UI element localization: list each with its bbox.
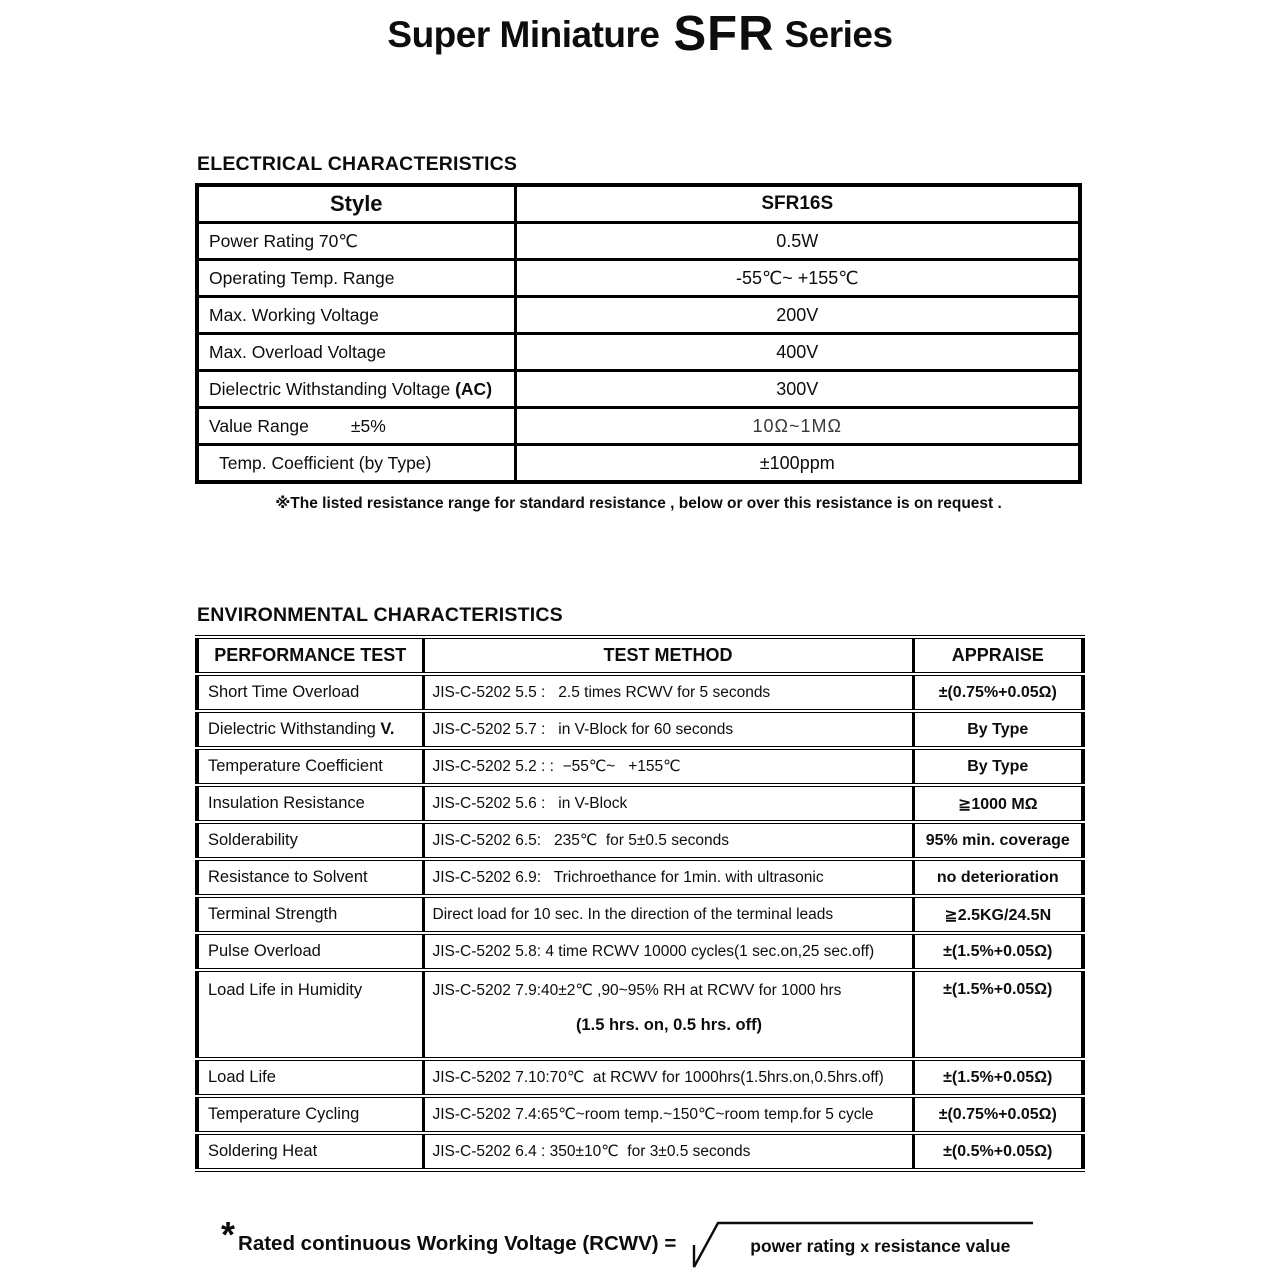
appraise-value: ≧2.5KG/24.5N: [913, 896, 1083, 933]
appraise-value: By Type: [913, 711, 1083, 748]
table-row: [197, 933, 1083, 970]
test-name: Insulation Resistance: [197, 785, 423, 822]
table-row: [197, 748, 1083, 785]
test-method: JIS-C-5202 6.9: Trichroethance for 1min. with ultrasonic: [423, 859, 913, 896]
resistance-range-footnote: ※The listed resistance range for standard resistance , below or over this resistance is on request .: [275, 495, 1002, 512]
appraise-value: ±(0.75%+0.05Ω): [913, 1096, 1083, 1133]
page-title: [0, 6, 1280, 62]
test-method: JIS-C-5202 7.4:65℃~room temp.~150℃~room temp.for 5 cycle: [423, 1096, 913, 1133]
table-row: [197, 1096, 1083, 1133]
asterisk-mark: *: [221, 1214, 236, 1255]
appraise-value: By Type: [913, 748, 1083, 785]
square-root-expression: [684, 1219, 1036, 1273]
appraise-value: ±(1.5%+0.05Ω): [913, 933, 1083, 970]
formula-lhs: Rated continuous Working Voltage (RCWV) =: [238, 1232, 677, 1255]
test-name: Load Life: [197, 1059, 423, 1096]
table-row: [197, 371, 1080, 408]
tolerance-value: ±5%: [350, 415, 386, 436]
row-value: 0.5W: [515, 223, 1080, 260]
table-row: [197, 674, 1083, 711]
test-method: JIS-C-5202 7.10:70℃ at RCWV for 1000hrs(1.5hrs.on,0.5hrs.off): [423, 1059, 913, 1096]
test-name: Temperature Coefficient: [197, 748, 423, 785]
test-name: Load Life in Humidity: [197, 970, 423, 1059]
table-row: [197, 334, 1080, 371]
test-method: JIS-C-5202 5.8: 4 time RCWV 10000 cycles(1 sec.on,25 sec.off): [423, 933, 913, 970]
test-name: Temperature Cycling: [197, 1096, 423, 1133]
row-label: Value Range ±5%: [197, 408, 515, 445]
test-name: Solderability: [197, 822, 423, 859]
test-name: Short Time Overload: [197, 674, 423, 711]
row-value: 200V: [515, 297, 1080, 334]
appraise-value: 95% min. coverage: [913, 822, 1083, 859]
appraise-value: ±(0.5%+0.05Ω): [913, 1133, 1083, 1170]
style-header-cell: Style: [197, 185, 515, 223]
test-method-header-cell: TEST METHOD: [423, 637, 913, 674]
row-label: Operating Temp. Range: [197, 260, 515, 297]
table-row: [197, 896, 1083, 933]
test-name: Pulse Overload: [197, 933, 423, 970]
table-row: [197, 260, 1080, 297]
table-row: [197, 859, 1083, 896]
multiplication-sign: x: [860, 1239, 870, 1256]
appraise-value: ±(1.5%+0.05Ω): [913, 970, 1083, 1059]
title-prefix: Super Miniature: [387, 14, 660, 55]
row-value: -55℃~ +155℃: [515, 260, 1080, 297]
appraise-value: ≧1000 MΩ: [913, 785, 1083, 822]
test-method: Direct load for 10 sec. In the direction of the terminal leads: [423, 896, 913, 933]
table-row: [197, 785, 1083, 822]
appraise-value: no deterioration: [913, 859, 1083, 896]
environmental-characteristics-heading: ENVIRONMENTAL CHARACTERISTICS: [197, 604, 563, 626]
row-label: Max. Working Voltage: [197, 297, 515, 334]
test-name: Resistance to Solvent: [197, 859, 423, 896]
test-name: Terminal Strength: [197, 896, 423, 933]
row-value: 10Ω~1MΩ: [515, 408, 1080, 445]
table-row: [197, 223, 1080, 260]
test-method: JIS-C-5202 5.5 : 2.5 times RCWV for 5 seconds: [423, 674, 913, 711]
table-row: [197, 822, 1083, 859]
electrical-characteristics-heading: ELECTRICAL CHARACTERISTICS: [197, 153, 518, 175]
rcwv-formula: [221, 1214, 1036, 1273]
table-row: [197, 1133, 1083, 1170]
table-header-row: [197, 185, 1080, 223]
electrical-characteristics-table: [195, 183, 1082, 484]
table-row: [197, 970, 1083, 1059]
table-row: [197, 711, 1083, 748]
appraise-header-cell: APPRAISE: [913, 637, 1083, 674]
title-suffix: Series: [784, 14, 893, 55]
test-method: JIS-C-5202 5.6 : in V-Block: [423, 785, 913, 822]
table-row: [197, 408, 1080, 445]
model-header-cell: SFR16S: [515, 185, 1080, 223]
performance-test-header-cell: PERFORMANCE TEST: [197, 637, 423, 674]
row-label: Power Rating 70℃: [197, 223, 515, 260]
appraise-value: ±(0.75%+0.05Ω): [913, 674, 1083, 711]
test-name: Dielectric Withstanding V.: [197, 711, 423, 748]
test-method: JIS-C-5202 6.5: 235℃ for 5±0.5 seconds: [423, 822, 913, 859]
table-row: [197, 297, 1080, 334]
appraise-value: ±(1.5%+0.05Ω): [913, 1059, 1083, 1096]
test-method: JIS-C-5202 7.9:40±2℃ ,90~95% RH at RCWV for 1000 hrs (1.5 hrs. on, 0.5 hrs. off): [423, 970, 913, 1059]
table-row: [197, 1059, 1083, 1096]
test-method: JIS-C-5202 6.4 : 350±10℃ for 3±0.5 seconds: [423, 1133, 913, 1170]
test-name: Soldering Heat: [197, 1133, 423, 1170]
test-method: JIS-C-5202 5.2 : : −55℃~ +155℃: [423, 748, 913, 785]
table-header-row: [197, 637, 1083, 674]
formula-radicand: power rating x resistance value: [750, 1236, 1011, 1256]
row-value: ±100ppm: [515, 445, 1080, 483]
title-series-code: SFR: [673, 7, 775, 61]
row-label: Max. Overload Voltage: [197, 334, 515, 371]
row-value: 300V: [515, 371, 1080, 408]
row-label: Dielectric Withstanding Voltage (AC): [197, 371, 515, 408]
row-value: 400V: [515, 334, 1080, 371]
environmental-characteristics-table: [195, 635, 1085, 1172]
test-method: JIS-C-5202 5.7 : in V-Block for 60 seconds: [423, 711, 913, 748]
table-row: [197, 445, 1080, 483]
row-label: Temp. Coefficient (by Type): [197, 445, 515, 483]
